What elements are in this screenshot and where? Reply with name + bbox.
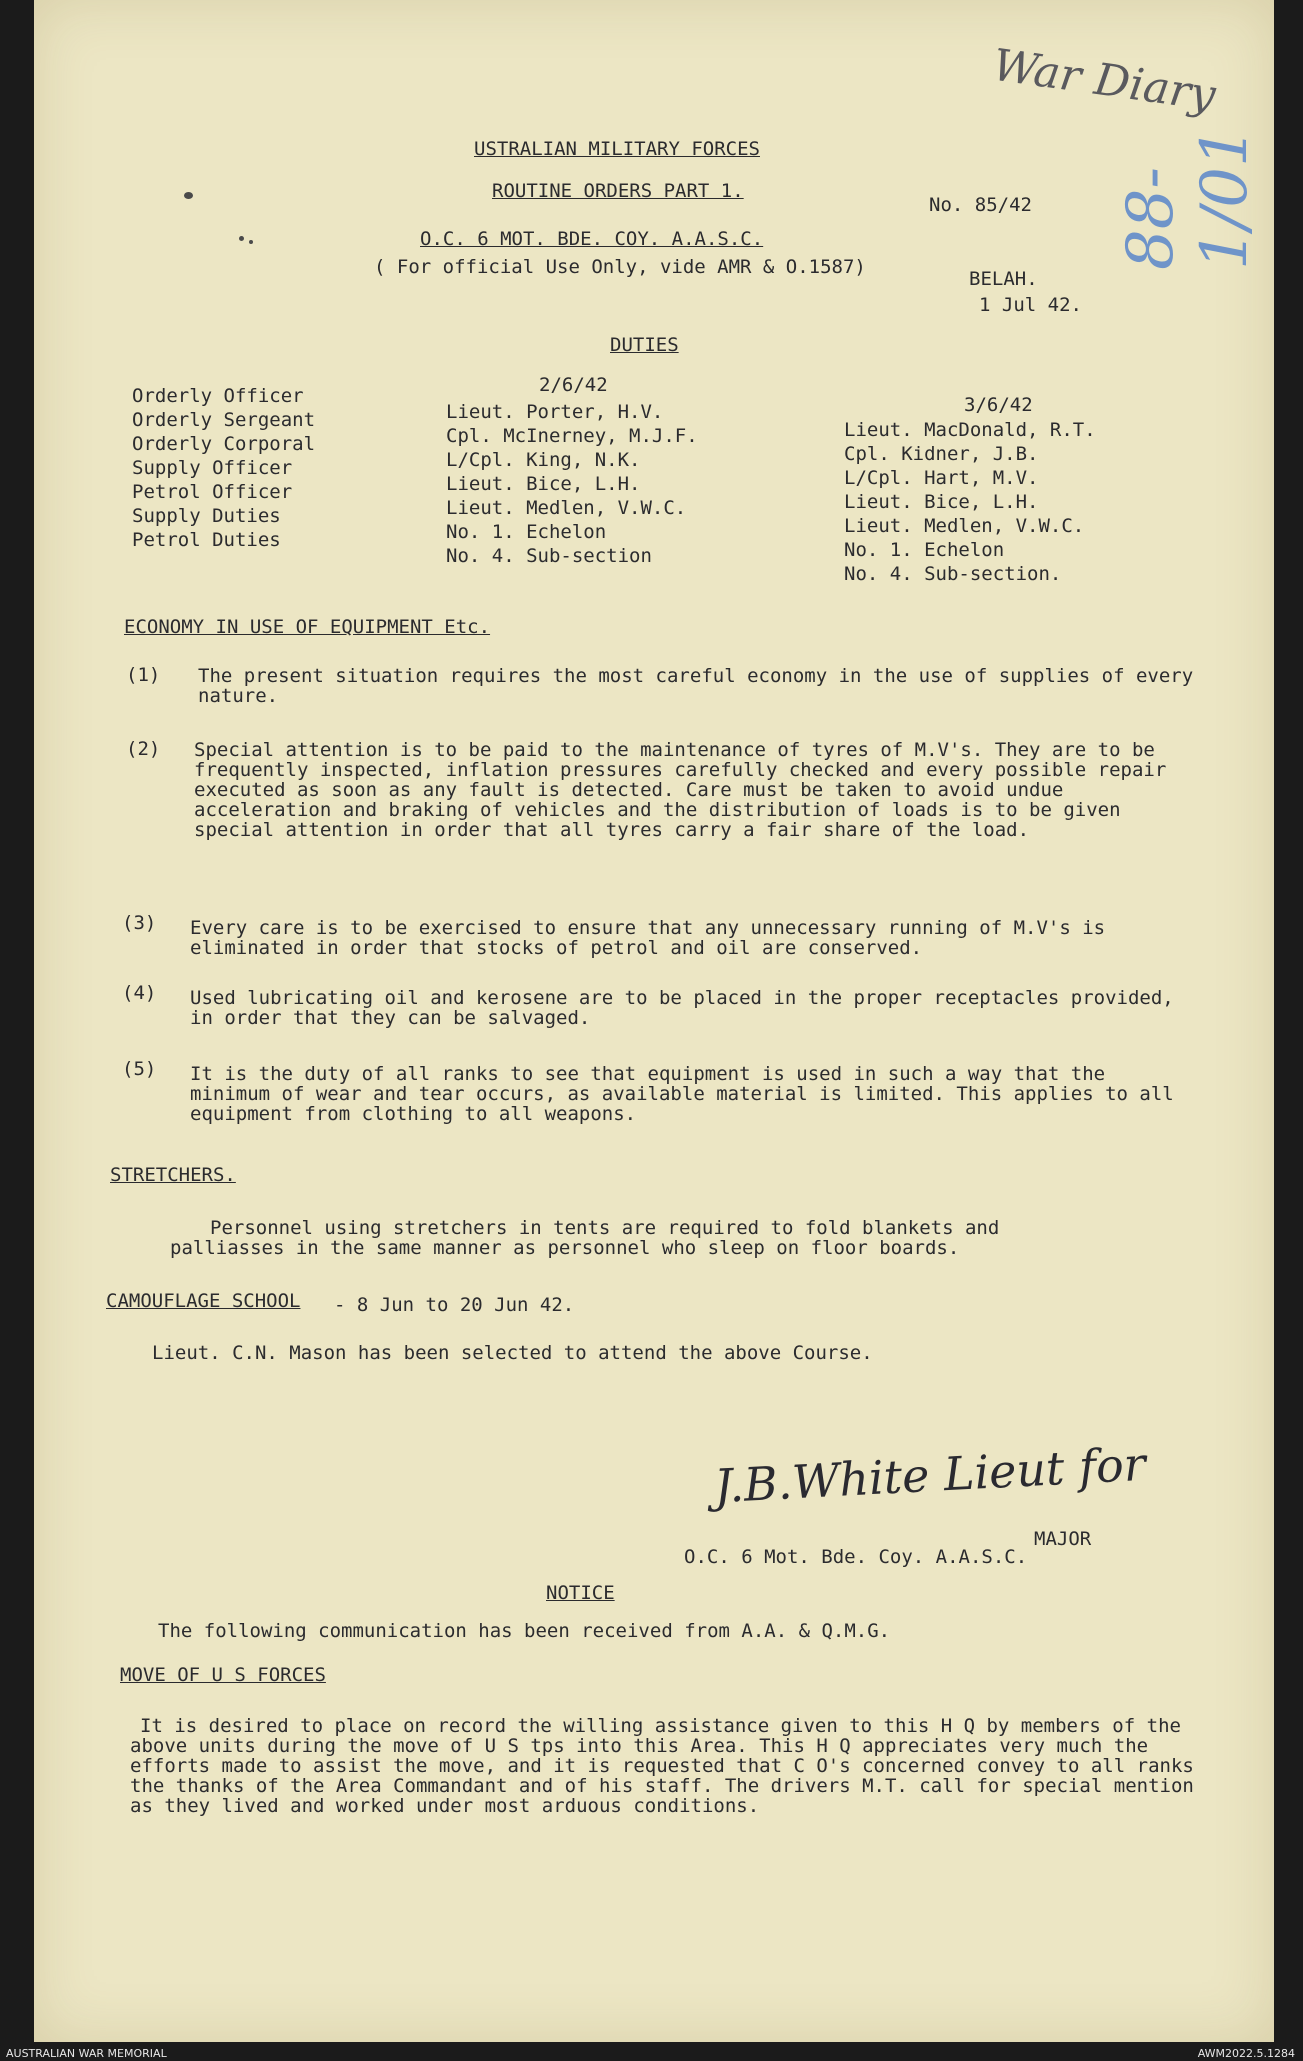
economy-item-3: Every care is to be exercised to ensure that any unnecessary running of M.V's is eliminated in order that stocks of petrol and oil are conserved. [190, 917, 1106, 959]
stretchers-heading: STRETCHERS. [110, 1164, 236, 1186]
duty-assignment: Lieut. MacDonald, R.T. [844, 419, 1096, 441]
duty-assignment: No. 1. Echelon [446, 521, 607, 543]
punch-mark [184, 192, 193, 199]
duties-heading: DUTIES [610, 334, 679, 356]
signature-rank: MAJOR [1034, 1528, 1092, 1550]
duty-role: Petrol Officer [132, 481, 293, 503]
duty-assignment: No. 1. Echelon [844, 539, 1005, 561]
duty-assignment: Lieut. Bice, L.H. [844, 491, 1039, 513]
duty-assignment: L/Cpl. Hart, M.V. [844, 467, 1039, 489]
economy-heading: ECONOMY IN USE OF EQUIPMENT Etc. [124, 616, 491, 638]
item-number: (3) [122, 912, 157, 934]
economy-item-5: It is the duty of all ranks to see that equipment is used in such a way that the minimum of wear and tear occurs, as available material is limited. This applies to all equipment from clothing to all weapons. [190, 1063, 1174, 1125]
duties-column-1 [446, 400, 698, 568]
notice-intro: The following communication has been received from A.A. & Q.M.G. [158, 1620, 891, 1642]
document-page [34, 0, 1274, 2042]
duties-date-1: 2/6/42 [539, 374, 608, 396]
camouflage-heading: CAMOUFLAGE SCHOOL [106, 1290, 301, 1312]
stretchers-text: Personnel using stretchers in tents are required to fold blankets and palliasses in the same manner as personnel who sleep on floor boards. [170, 1217, 1000, 1259]
item-number: (1) [126, 664, 161, 686]
notice-heading: NOTICE [546, 1582, 615, 1604]
duty-assignment: Cpl. McInerney, M.J.F. [446, 425, 698, 447]
camouflage-dates: - 8 Jun to 20 Jun 42. [334, 1294, 575, 1316]
duty-assignment: Lieut. Medlen, V.W.C. [446, 497, 687, 519]
order-number: No. 85/42 [929, 194, 1032, 216]
item-number: (2) [126, 738, 161, 760]
duties-column-2 [844, 418, 1096, 586]
move-text: It is desired to place on record the willing assistance given to this H Q by members of the above units during the move of U S tps into this Area. This H Q appreciates very much the efforts made to assist the move, and it is requested that C O's concerned convey to all ranks the thanks of the Area Commandant and of his staff. The drivers M.T. call for special mention as they lived and worked under most arduous conditions. [130, 1715, 1194, 1817]
restriction-note: ( For official Use Only, vide AMR & O.1587) [374, 256, 866, 278]
duty-assignment: No. 4. Sub-section [446, 545, 652, 567]
item-number: (5) [122, 1058, 157, 1080]
duty-assignment: Cpl. Kidner, J.B. [844, 443, 1039, 465]
item-number: (4) [122, 982, 157, 1004]
duty-assignment: Lieut. Bice, L.H. [446, 473, 641, 495]
duty-assignment: Lieut. Porter, H.V. [446, 401, 664, 423]
duty-role: Orderly Corporal [132, 433, 316, 455]
archive-footer [0, 2046, 1303, 2061]
document-title: USTRALIAN MILITARY FORCES [474, 138, 760, 160]
duty-role: Supply Officer [132, 457, 293, 479]
economy-item-1: The present situation requires the most careful economy in the use of supplies of every nature. [198, 665, 1194, 707]
duty-role: Orderly Officer [132, 385, 304, 407]
date: 1 Jul 42. [979, 294, 1082, 316]
handwritten-war-diary: War Diary [989, 39, 1219, 122]
economy-item-2: Special attention is to be paid to the maintenance of tyres of M.V's. They are to be frequently inspected, inflation pressures carefully checked and every possible repair executed as soon as any fault is detected. Care must be taken to avoid undue acceleration and braking of vehicles and the distribution of loads is to be given special attention in order that all tyres carry a fair share of the load. [194, 739, 1167, 841]
duties-roles [132, 384, 315, 552]
duty-role: Orderly Sergeant [132, 409, 316, 431]
punch-mark [249, 240, 253, 244]
handwritten-margin-number: 88-1/01 [1114, 126, 1262, 270]
duty-assignment: No. 4. Sub-section. [844, 563, 1062, 585]
footer-accession-id: AWM2022.5.1284 [1197, 2047, 1295, 2060]
footer-source: AUSTRALIAN WAR MEMORIAL [6, 2047, 167, 2060]
duty-assignment: L/Cpl. King, N.K. [446, 449, 641, 471]
duty-role: Petrol Duties [132, 529, 281, 551]
economy-item-4: Used lubricating oil and kerosene are to be placed in the proper receptacles provided, in order that they can be salvaged. [190, 987, 1174, 1029]
duty-role: Supply Duties [132, 505, 281, 527]
unit-designation: O.C. 6 MOT. BDE. COY. A.A.S.C. [420, 228, 764, 250]
document-subtitle: ROUTINE ORDERS PART 1. [492, 180, 744, 202]
duty-assignment: Lieut. Medlen, V.W.C. [844, 515, 1085, 537]
signature-handwritten: J.B.White Lieut for [712, 1436, 1147, 1514]
signature-unit: O.C. 6 Mot. Bde. Coy. A.A.S.C. [684, 1546, 1028, 1568]
punch-mark [239, 236, 244, 241]
place: BELAH. [969, 268, 1038, 290]
move-heading: MOVE OF U S FORCES [120, 1664, 326, 1686]
camouflage-text: Lieut. C.N. Mason has been selected to attend the above Course. [152, 1342, 873, 1364]
duties-date-2: 3/6/42 [964, 394, 1033, 416]
